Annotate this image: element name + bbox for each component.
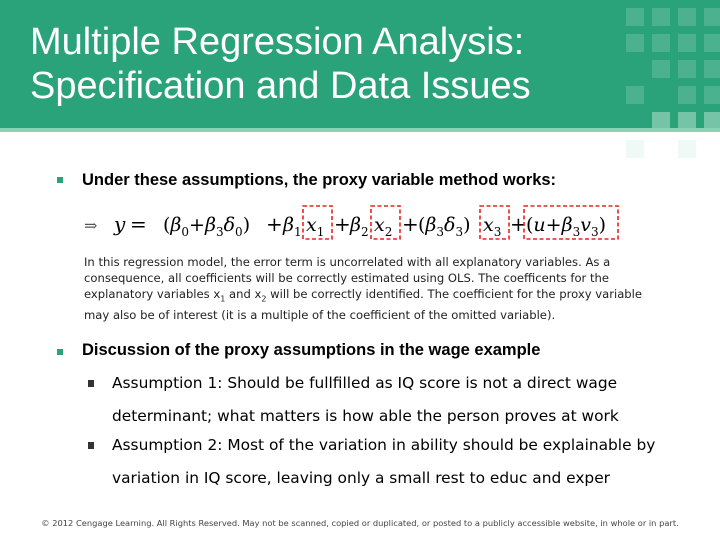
bullet-marker (57, 177, 63, 183)
slide-title (30, 20, 610, 108)
title-line-2: Specification and Data Issues (30, 65, 531, 107)
decorative-squares (612, 0, 720, 165)
eq-beta1: $\beta_1$ (283, 214, 302, 239)
eq-coef-group: $(\beta_3\delta_3)$ (418, 214, 471, 239)
title-line-1: Multiple Regression Analysis: (30, 21, 525, 63)
eq-plus-2: + (334, 212, 351, 236)
proxy-regression-equation (0, 200, 720, 250)
eq-x1: $x_1$ (306, 214, 325, 239)
eq-equals: = (130, 212, 147, 236)
eq-plus-1: + (266, 212, 283, 236)
bullet-proxy-method: Under these assumptions, the proxy variable method works: (82, 171, 557, 189)
eq-beta2: $\beta_2$ (350, 214, 369, 239)
eq-y: y (114, 212, 126, 236)
bullet-marker (57, 349, 63, 355)
explanation-paragraph: In this regression model, the error term is uncorrelated with all explanatory variables. As a consequence, all coefficients will be correctly estimated using OLS. The coefficents for the explanatory variables $x_1$ and $x_2$ will be correctly identified. The coefficient for the proxy variable may also be of interest (it is a multiple of the coefficient of the omitted variable). (84, 255, 643, 323)
eq-x3: $x_3$ (483, 214, 502, 239)
eq-plus-4: + (510, 212, 527, 236)
copyright-footer: © 2012 Cengage Learning. All Rights Reserved. May not be scanned, copied or duplicated, or posted to a publicly accessible website, in whole or in part. (41, 518, 679, 528)
sub-bullet-assumption-1: Assumption 1: Should be fullfilled as IQ score is not a direct wage determinant; what matters is how able the person proves at work (112, 374, 619, 425)
eq-plus-3: + (402, 212, 419, 236)
header-accent-line (0, 128, 720, 132)
eq-error-group: $(u+\beta_3v_3)$ (526, 214, 607, 239)
bullet-wage-example: Discussion of the proxy assumptions in the wage example (82, 341, 541, 359)
sub-bullet-marker (88, 380, 94, 387)
implies-arrow: ⇒ (84, 216, 98, 235)
sub-bullet-marker (88, 442, 94, 449)
eq-x2: $x_2$ (374, 214, 393, 239)
sub-bullet-assumption-2: Assumption 2: Most of the variation in ability should be explainable by variation in IQ score, leaving only a small rest to educ and exper (112, 436, 656, 487)
eq-intercept-group: $(\beta_0+\beta_3\delta_0)$ (163, 214, 251, 239)
